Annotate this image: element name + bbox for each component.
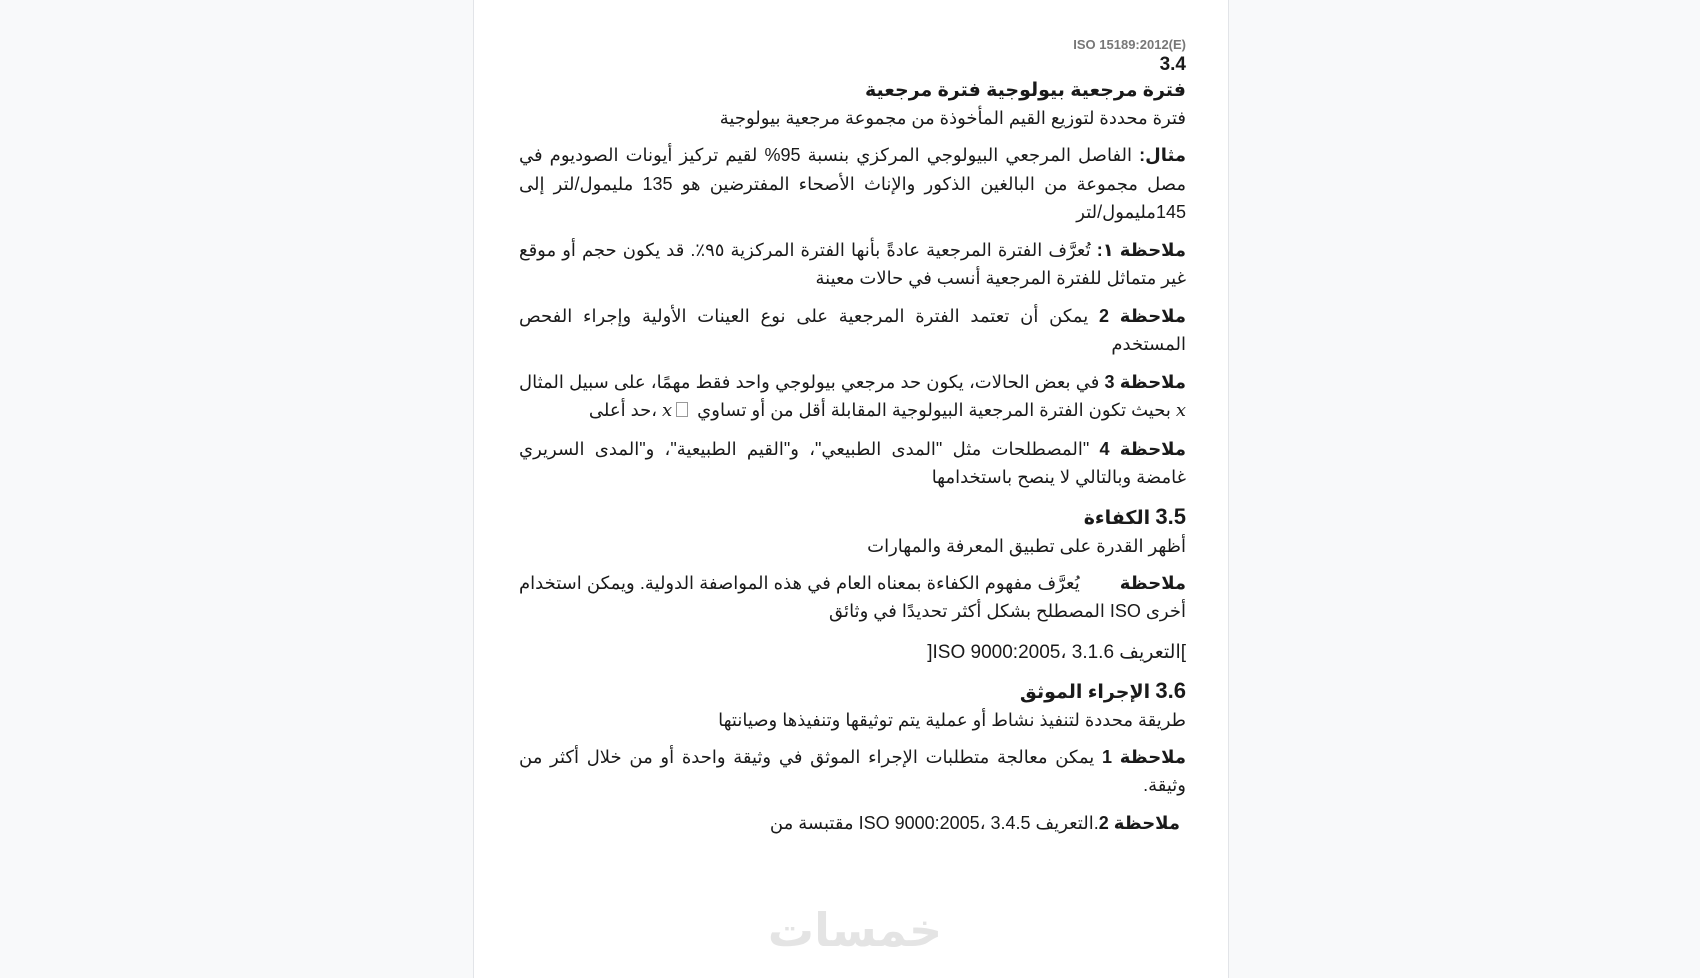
term-definition-3-6: طريقة محددة لتنفيذ نشاط أو عملية يتم توثيقها وتنفيذها وصيانتها <box>718 709 1186 730</box>
note-2-paragraph <box>519 302 1186 359</box>
note-4-text: "المصطلحات مثل "المدى الطبيعي"، و"القيم الطبيعية"، و"المدى السريري غامضة وبالتالي لا ينصح باستخدامها <box>519 438 1186 487</box>
note-3-label: ملاحظة 3 <box>1104 371 1186 392</box>
variable-x: x <box>662 400 673 421</box>
procedure-note-1-paragraph <box>519 743 1186 800</box>
document-page <box>473 0 1229 978</box>
note-1-paragraph <box>519 236 1186 293</box>
example-text: الفاصل المرجعي البيولوجي المركزي بنسبة 95% لقيم تركيز أيونات الصوديوم في مصل مجموعة من البالغين الذكور والإناث الأصحاء المفترضين هو 135 مليمول/لتر إلى 145مليمول/لتر <box>519 145 1187 222</box>
note-1-label: ملاحظة ١: <box>1096 239 1186 260</box>
missing-glyph-box <box>676 402 688 417</box>
note-3-text-b: بحيث تكون الفترة المرجعية البيولوجية المقابلة أقل من أو تساوي <box>692 400 1176 420</box>
document-content <box>519 38 1186 837</box>
note-3-text-c: ،حد أعلى <box>588 400 663 420</box>
procedure-note-1-text: يمكن معالجة متطلبات الإجراء الموثق في وثيقة واحدة أو من خلال أكثر من وثيقة. <box>519 746 1186 795</box>
term-number-3-5: 3.5 <box>1155 503 1186 529</box>
standard-code: ISO 15189:2012(E) <box>1073 37 1186 52</box>
competence-source-reference: ]التعريف 3.1.6 ،ISO 9000:2005[ <box>927 641 1186 663</box>
competence-note-text: يُعرَّف مفهوم الكفاءة بمعناه العام في هذه المواصفة الدولية. ويمكن استخدام أخرى ISO المصطلح بشكل أكثر تحديدًا في وثائق <box>519 572 1186 621</box>
variable-x: x <box>1175 400 1186 421</box>
note-2-text: يمكن أن تعتمد الفترة المرجعية على نوع العينات الأولية وإجراء الفحص المستخدم <box>519 305 1186 354</box>
term-heading-3-6 <box>519 678 1186 706</box>
term-definition-3-4: فترة محددة لتوزيع القيم المأخوذة من مجموعة مرجعية بيولوجية <box>719 108 1186 128</box>
procedure-note-1-label: ملاحظة 1 <box>1102 746 1186 767</box>
competence-note-label: ملاحظة <box>1119 572 1186 593</box>
procedure-note-2-paragraph <box>519 809 1186 838</box>
note-4-label: ملاحظة 4 <box>1099 438 1186 459</box>
watermark-logo: خمسات <box>767 904 943 956</box>
example-paragraph <box>519 141 1186 227</box>
term-heading-3-5 <box>519 504 1186 532</box>
note-3-text-a: في بعض الحالات، يكون حد مرجعي بيولوجي واحد فقط مهمًا، على سبيل المثال <box>519 371 1105 392</box>
term-title-3-6: الإجراء الموثق <box>1019 681 1151 703</box>
example-label: مثال: <box>1139 145 1186 165</box>
procedure-note-2-label: ملاحظة 2 <box>1098 812 1180 833</box>
competence-note-paragraph <box>519 569 1186 626</box>
term-number-3-6: 3.6 <box>1155 677 1186 703</box>
note-2-label: ملاحظة 2 <box>1098 305 1186 326</box>
term-definition-3-5: أظهر القدرة على تطبيق المعرفة والمهارات <box>867 535 1186 556</box>
note-3-paragraph <box>519 368 1186 426</box>
note-1-text: تُعرَّف الفترة المرجعية عادةً بأنها الفترة المركزية ٩٥٪. قد يكون حجم أو موقع غير متماثل للفترة المرجعية أنسب في حالات معينة <box>519 239 1186 288</box>
term-title-3-4: فترة مرجعية بيولوجية فترة مرجعية <box>865 80 1186 101</box>
procedure-note-2-text: .التعريف 3.4.5 ،ISO 9000:2005 مقتبسة من <box>769 812 1099 833</box>
term-title-3-5: الكفاءة <box>1083 507 1151 529</box>
term-number-3-4: 3.4 <box>1159 54 1186 75</box>
note-4-paragraph <box>519 435 1186 492</box>
